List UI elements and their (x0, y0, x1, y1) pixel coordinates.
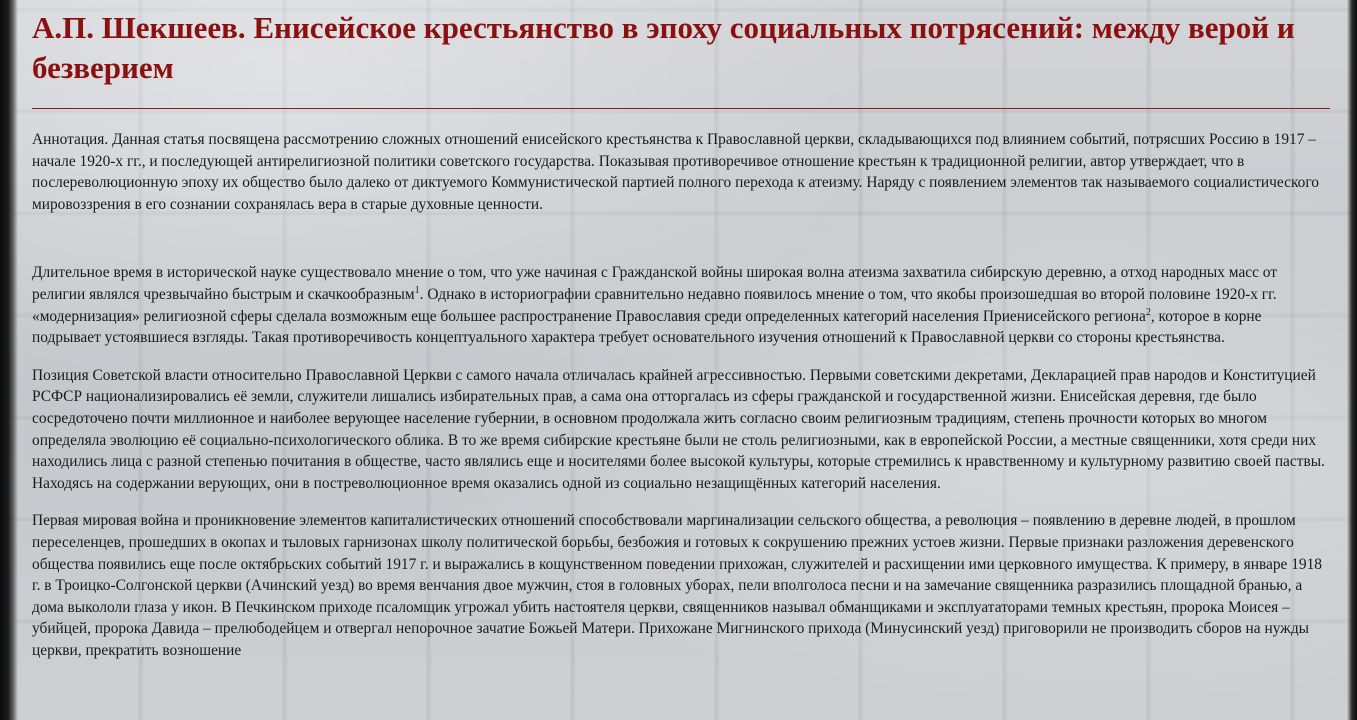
footnote-ref-2[interactable]: 2 (1145, 306, 1151, 318)
title-divider (32, 108, 1330, 109)
body-paragraph-2: Позиция Советской власти относительно Православной Церкви с самого начала отличалась крайней агрессивностью. Первыми советскими декретами, Декларацией прав народов и Конституцией РСФСР национализировались её земли, служители лишались избирательных прав, а сама она отторгалась из сферы гражданской и государственной жизни. Енисейская деревня, где было сосредоточено почти миллионное и наиболее верующее население губернии, в основном продолжала жить согласно своим религиозным традициям, степень прочности которых во многом определяла эволюцию её социально-психологического облика. В то же время сибирские крестьяне были не столь религиозными, как в европейской России, а местные священники, хотя среди них находились лица с разной степенью почитания в обществе, часто являлись еще и носителями более высокой культуры, которые стремились к нравственному и культурному развитию своей паствы. Находясь на содержании верующих, они в постреволюционное время оказались одной из социально незащищённых категорий населения. (32, 366, 1325, 492)
footnote-ref-1[interactable]: 1 (414, 284, 420, 296)
scan-edge-right (1347, 0, 1357, 720)
article-title: А.П. Шекшеев. Енисейское крестьянство в эпоху социальных потрясений: между верой и безверием (32, 10, 1295, 85)
scan-edge-left (0, 0, 18, 720)
paragraph-text: . Однако в историографии сравнительно недавно появилось мнение о том, что якобы произошедшая во второй половине 1920-х гг. «модернизация» религиозной сферы сделала возможным еще большее распространение Православия среди определенных категорий населения Приенисейского региона (32, 285, 1277, 325)
abstract-paragraph: Аннотация. Данная статья посвящена рассмотрению сложных отношений енисейского крестьянства к Православной церкви, складывающихся под влиянием событий, потрясших Россию в 1917 – начале 1920-х гг., и последующей антирелигиозной политики советского государства. Показывая противоречивое отношение крестьян к традиционной религии, автор утверждает, что в послереволюционную эпоху их общество было далеко от диктуемого Коммунистической партией полного перехода к атеизму. Наряду с появлением элементов так называемого социалистического мировоззрения в его сознании сохранялась вера в старые духовные ценности. (32, 131, 1319, 213)
body-paragraph-3: Первая мировая война и проникновение элементов капиталистических отношений способствовали маргинализации сельского общества, а революция – появлению в деревне людей, в прошлом переселенцев, прошедших в окопах и тыловых гарнизонах школу политической борьбы, безбожия и готовых к сокрушению прежних устоев жизни. Первые признаки разложения деревенского общества появились еще после октябрьских событий 1917 г. и выражались в кощунственном поведении прихожан, служителей и расхищении ими церковного имущества. К примеру, в январе 1918 г. в Троицко-Солгонской церкви (Ачинский уезд) во время венчания двое мужчин, стоя в головных уборах, пели вполголоса песни и на замечание священника разразились площадной бранью, а дома выкололи глаза у икон. В Печкинском приходе псаломщик угрожал убить настоятеля церкви, священников называл обманщиками и эксплуататорами темных крестьян, пророка Моисея – убийцей, пророка Давида – прелюбодейцем и отвергал непорочное зачатие Божьей Матери. Прихожане Мигнинского прихода (Минусинский уезд) приговорили не производить сборов на нужды церкви, прекратить возношение (32, 512, 1323, 659)
article (32, 8, 1332, 661)
paragraph-text: Длительное время в исторической науке существовало мнение о том, что уже начиная с Гражданской войны широкая волна атеизма захватила сибирскую деревню, а отход народных масс от религии являлся чрезвычайно быстрым и скачкообразным (32, 264, 1278, 303)
body-paragraph-1 (32, 262, 1332, 348)
paragraph-text: , которое в корне подрывает устоявшиеся взгляды. Такая противоречивость концептуального характера требует основательного изучения отношений к Православной церкви со стороны крестьянства. (32, 307, 1262, 347)
